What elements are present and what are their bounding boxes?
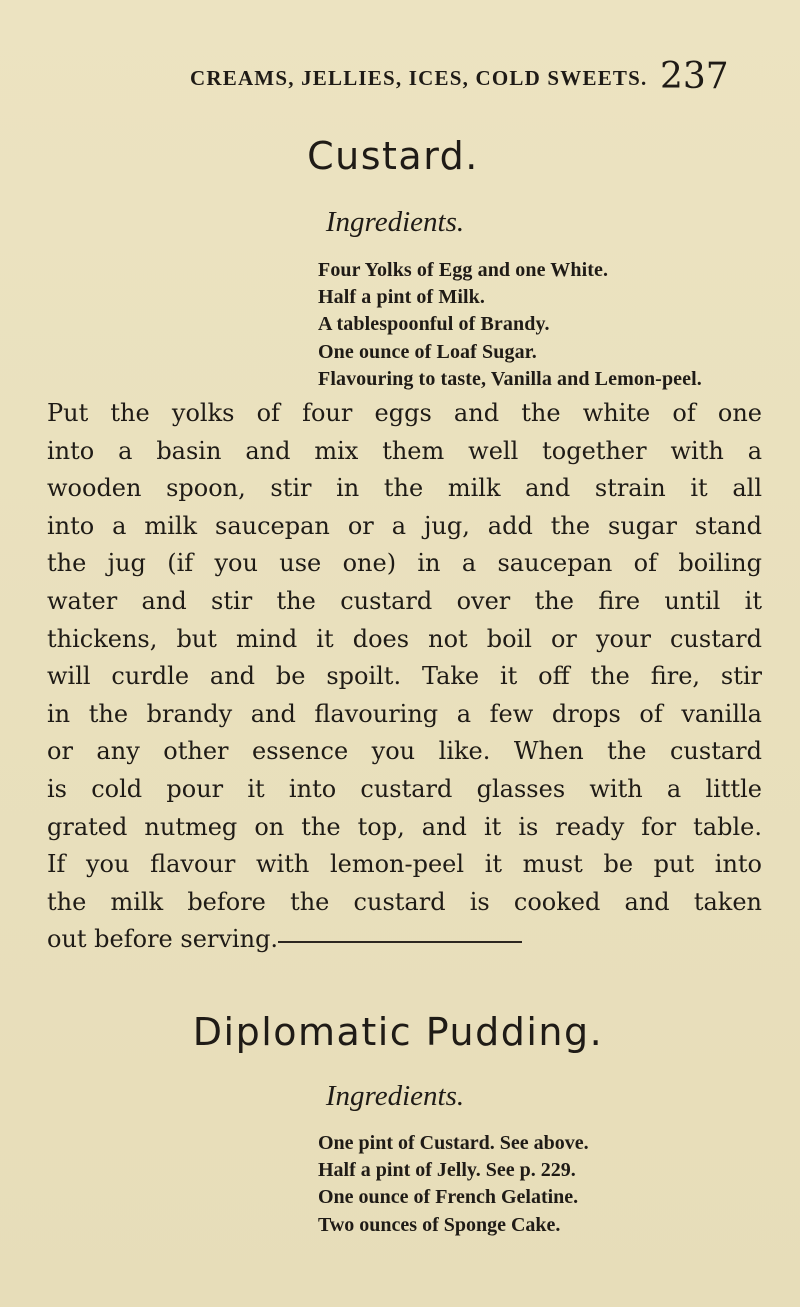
ingredient-item: Half a pint of Milk.: [318, 286, 486, 309]
recipe-title-diplomatic-pudding: Diplomatic Pudding.: [192, 1010, 604, 1054]
page-number: 237: [660, 56, 729, 97]
ingredients-heading: Ingredients.: [325, 1080, 465, 1112]
method-line: Put the yolks of four eggs and the white of one: [47, 399, 762, 427]
method-line: water and stir the custard over the fire until it: [47, 586, 762, 615]
method-line: in the brandy and flavouring a few drops of vanilla: [47, 699, 762, 728]
method-line: the milk before the custard is cooked and taken: [47, 887, 762, 916]
method-line: thickens, but mind it does not boil or your custard: [47, 624, 762, 653]
method-line: grated nutmeg on the top, and it is ready for table.: [47, 812, 762, 841]
method-line: is cold pour it into custard glasses with a little: [47, 774, 762, 803]
ingredient-item: Half a pint of Jelly. See p. 229.: [318, 1159, 576, 1182]
method-line: If you flavour with lemon-peel it must be put into: [47, 850, 762, 879]
ingredient-item: Four Yolks of Egg and one White.: [318, 259, 609, 281]
ingredient-item: One ounce of Loaf Sugar.: [318, 340, 537, 363]
recipe-title-custard: Custard.: [307, 134, 479, 178]
method-line: will curdle and be spoilt. Take it off the fire, stir: [47, 662, 762, 691]
ingredient-item: One ounce of French Gelatine.: [318, 1186, 579, 1209]
ingredients-list-diplomatic-pudding: [318, 1130, 589, 1239]
method-line: the jug (if you use one) in a saucepan of boiling: [47, 549, 762, 578]
section-divider: [278, 941, 522, 943]
method-line: out before serving.: [47, 925, 279, 954]
ingredient-item: One pint of Custard. See above.: [318, 1132, 589, 1154]
method-line: into a basin and mix them well together with a: [47, 436, 762, 465]
running-header: CREAMS, JELLIES, ICES, COLD SWEETS.: [190, 66, 648, 90]
ingredient-item: Flavouring to taste, Vanilla and Lemon-peel.: [318, 367, 702, 390]
method-line: into a milk saucepan or a jug, add the sugar stand: [47, 511, 762, 540]
ingredient-item: Two ounces of Sponge Cake.: [318, 1213, 561, 1236]
method-paragraph-custard: [47, 395, 762, 959]
ingredients-heading: Ingredients.: [325, 206, 465, 238]
ingredients-list-custard: [318, 257, 702, 393]
method-line: or any other essence you like. When the custard: [47, 737, 762, 766]
method-line: wooden spoon, stir in the milk and strain it all: [47, 474, 762, 503]
ingredient-item: A tablespoonful of Brandy.: [318, 313, 550, 336]
